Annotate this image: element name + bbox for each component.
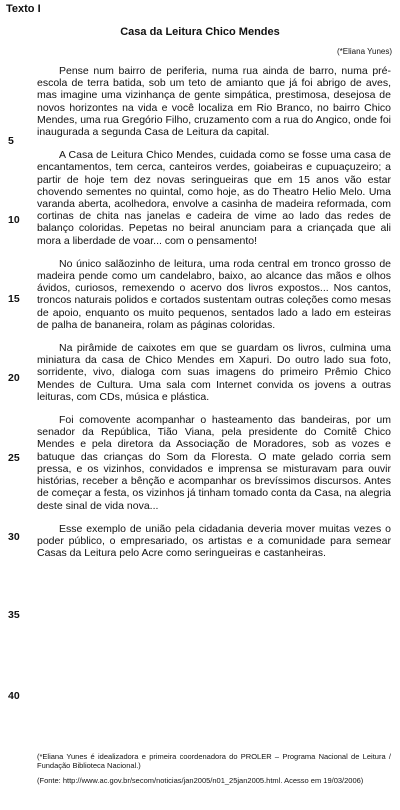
- paragraph: A Casa de Leitura Chico Mendes, cuidada como se fosse uma casa de encantamentos, tem cerca, canteiros verdes, goiabeiras e cupuaçuzeiro; a partir de hoje tem dez novas seringueiras que em 15 anos vão estar chovendo sementes no quintal, como hoje, as do Theatro Helio Melo. Uma varanda aberta, acolhedora, envolve a casinha de madeira reformada, com cortinas de chita nas janelas e cadeira de vime ao lado das redes de balanço coloridas. Pepetas no beiral anunciam para a criançada que ali mora a liberdade de voar... com o pensamento!: [37, 149, 391, 247]
- line-number: 35: [8, 609, 20, 621]
- paragraph: Esse exemplo de união pela cidadania deveria mover muitas vezes o poder público, o empresariado, os artistas e a comunidade para semear Casas da Leitura pelo Acre como seringueiras e castanheiras.: [37, 522, 391, 560]
- line-number: 10: [8, 214, 20, 226]
- line-number: 20: [8, 372, 20, 384]
- line-number: 5: [8, 135, 14, 147]
- notes: [37, 752, 391, 791]
- paragraph: Pense num bairro de periferia, numa rua ainda de barro, numa pré-escola de terra batida, sob um teto de amianto que já foi abrigo de aves, mas imagine uma vizinhança de gente simpática, prestimosa, desejosa de novos horizontes na vida e você localiza em Rio Branco, no bairro Chico Mendes, uma rua Gregório Filho, cruzamento com a rua do Angico, onde foi inaugurada a segunda Casa de Leitura da capital.: [37, 65, 391, 139]
- paragraph: No único salãozinho de leitura, uma roda central em tronco grosso de madeira pende como um candelabro, baixo, ao alcance das mãos e olhos ávidos, curiosos, remexendo o acervo dos livros expostos... Nos cantos, troncos naturais polidos e cortados sustentam outras coleções como mesas de apoio, enquanto os muito pequenos, sentados lado a lado em esteiras de palha de bananeira, rolam as páginas coloridas.: [37, 257, 391, 331]
- author-footnote: (*Eliana Yunes é idealizadora e primeira coordenadora do PROLER – Programa Nacional de Leitura / Fundação Biblioteca Nacional.): [37, 752, 391, 770]
- line-number: 15: [8, 293, 20, 305]
- text-label: Texto I: [6, 3, 41, 15]
- line-number: 40: [8, 690, 20, 702]
- paragraph: Na pirâmide de caixotes em que se guardam os livros, culmina uma miniatura da casa de Chico Mendes em Xapuri. Do outro lado sua foto, sorridente, vivo, dialoga com suas imagens do primeiro Prêmio Chico Mendes de Cultura. Uma sala com Internet convida os jovens a outras leituras, com CDs, música e plástica.: [37, 342, 391, 403]
- article-title: Casa da Leitura Chico Mendes: [120, 26, 280, 38]
- line-number: 25: [8, 452, 20, 464]
- paragraph: Foi comovente acompanhar o hasteamento das bandeiras, por um senador da República, Tião Viana, pela presidente do Comitê Chico Mendes e pela diretora da Associação de Moradores, sob as vozes e batuque das crianças do Som da Floresta. O mate gelado corria sem pressa, e os vizinhos, convidados e imprensa se misturavam para ouvir histórias, receber a bênção e acompanhar os brevíssimos discursos. Antes de começar a festa, os vizinhos já tinham tomado conta da Casa, na alegria deste sinal de vida nova...: [37, 414, 391, 512]
- author-credit: (*Eliana Yunes): [337, 47, 392, 56]
- source-citation: (Fonte: http://www.ac.gov.br/secom/noticias/jan2005/n01_25jan2005.html. Acesso em 19/03/2006): [37, 776, 364, 785]
- line-number: 30: [8, 531, 20, 543]
- article-body: [37, 65, 391, 570]
